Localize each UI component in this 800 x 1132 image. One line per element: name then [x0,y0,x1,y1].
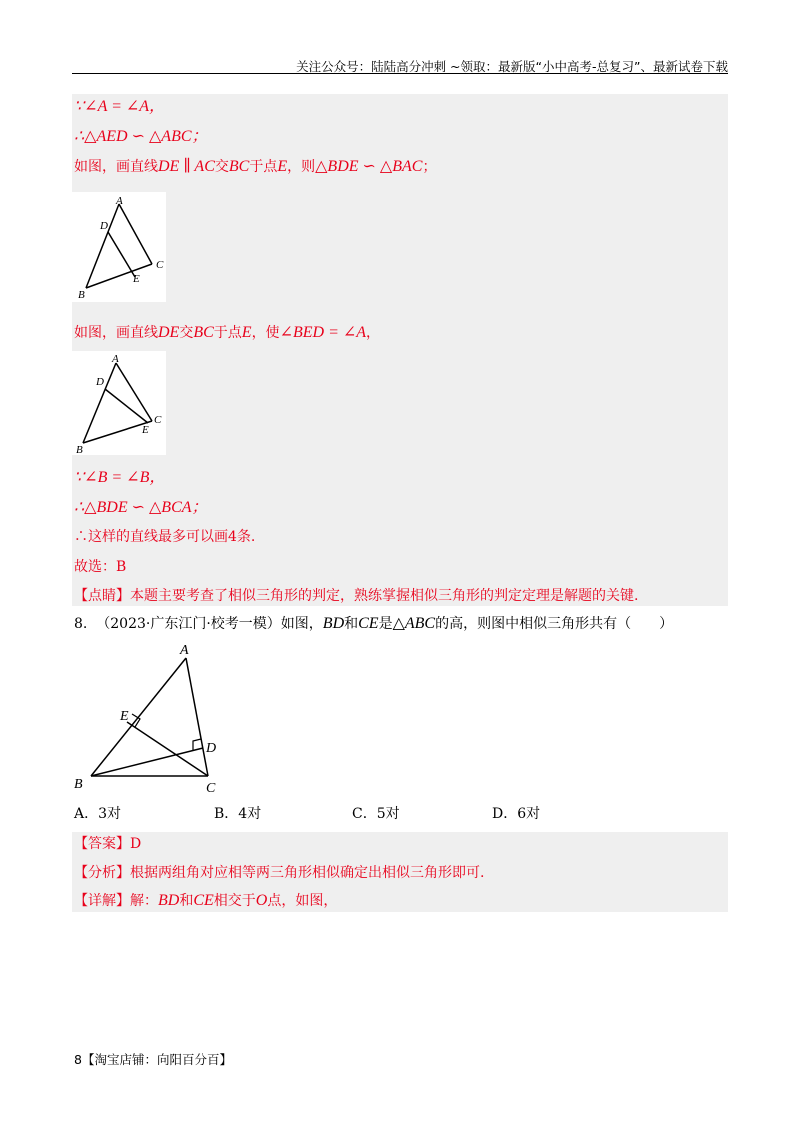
solution-line-5: ∵∠B = ∠B， [74,469,166,486]
fig2-label-b: B [76,444,83,455]
page-footer: 8【淘宝店铺：向阳百分百】 [74,1052,232,1067]
fig3-label-d: D [206,741,217,756]
solution-line-2: ∴△AED ∽ △ABC； [74,128,208,145]
analysis-line: 【分析】根据两组角对应相等两三角形相似确定出相似三角形即可. [74,865,485,881]
fig2-label-e: E [142,424,149,436]
question-8: 8. （2023·广东江门·校考一模）如图，BD和CE是△ABC的高，则图中相似三角形共有（ ） [74,615,674,632]
fig1-label-e: E [133,273,140,285]
fig3-label-a: A [180,643,189,658]
page-header: 关注公众号：陆陆高分冲刺 ~领取：最新版“小中高考-总复习”、最新试卷下载 [296,59,728,74]
choice-a[interactable]: A．3对 [74,806,122,822]
solution-line-3: 如图，画直线DE ∥ AC交BC于点E，则△BDE ∽ △BAC； [74,158,437,175]
figure-1 [72,192,166,302]
figure-2 [72,351,166,455]
choice-d[interactable]: D．6对 [492,806,541,822]
solution-line-6: ∴△BDE ∽ △BCA； [74,499,208,516]
solution-line-4: 如图，画直线DE交BC于点E，使∠BED = ∠A， [74,324,381,341]
figure-3 [70,640,230,798]
fig2-label-a: A [112,353,119,365]
fig1-label-b: B [78,289,85,301]
answer-line: 【答案】D [74,836,142,852]
fig2-label-d: D [96,376,104,388]
fig3-label-b: B [74,777,83,792]
choice-c[interactable]: C．5对 [352,806,400,822]
fig3-label-c: C [206,781,216,796]
solution-line-1: ∵∠A = ∠A， [74,98,166,115]
fig1-label-a: A [116,195,123,207]
detail-line: 【详解】解：BD和CE相交于O点，如图， [74,892,338,909]
choice-b[interactable]: B．4对 [214,806,262,822]
solution-line-7: ∴这样的直线最多可以画4条. [74,529,256,545]
fig2-label-c: C [154,414,162,426]
fig1-label-d: D [100,220,108,232]
solution-line-8: 故选：B [74,559,127,575]
fig3-label-e: E [120,709,129,724]
header-rule [72,73,728,74]
fig1-label-c: C [156,259,164,271]
comment-line: 【点睛】本题主要考查了相似三角形的判定，熟练掌握相似三角形的判定定理是解题的关键. [74,588,639,604]
